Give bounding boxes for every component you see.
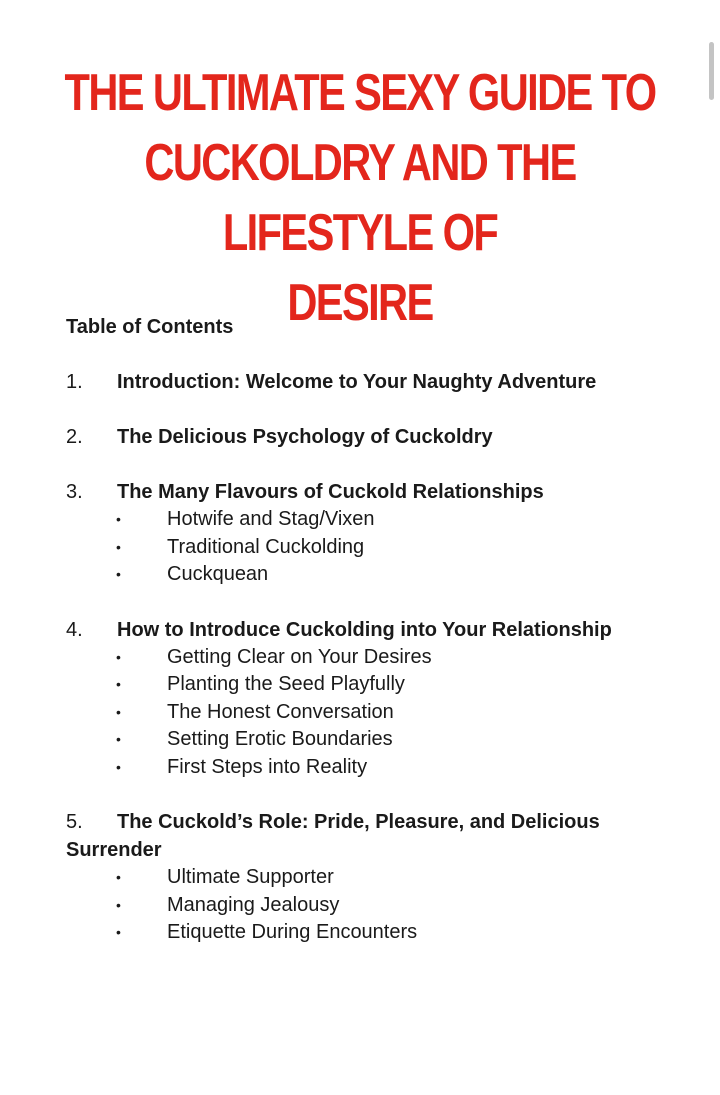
toc-subsection [66, 919, 666, 947]
toc-subsection-list [66, 644, 666, 782]
title-line: CUCKOLDRY AND THE LIFESTYLE OF [144, 134, 576, 262]
toc-subsection-text: Setting Erotic Boundaries [167, 728, 393, 750]
bullet-icon: • [116, 511, 121, 527]
toc-entry [66, 423, 666, 451]
toc-entry-number: 5. [66, 811, 83, 833]
toc-subsection [66, 534, 666, 562]
toc-subsection-list [66, 506, 666, 589]
document-title [40, 58, 680, 338]
toc-subsection-text: Getting Clear on Your Desires [167, 645, 432, 668]
toc-entry-number: 1. [66, 371, 83, 393]
bullet-icon: • [116, 758, 121, 775]
toc-entry-title [66, 616, 666, 644]
title-line: THE ULTIMATE SEXY GUIDE TO [64, 64, 656, 122]
toc-subsection-text: Hotwife and Stag/Vixen [167, 508, 375, 530]
toc-entry-number: 4. [66, 618, 83, 641]
toc-subsection-text: Cuckquean [167, 563, 269, 585]
toc-subsection-text: Ultimate Supporter [167, 866, 334, 888]
toc-entry-title [66, 368, 666, 396]
toc-entry-text: The Delicious Psychology of Cuckoldry [117, 426, 493, 448]
bullet-icon: • [116, 538, 121, 555]
toc-subsection-list [66, 864, 666, 947]
toc-subsection [66, 671, 666, 699]
bullet-icon: • [116, 676, 121, 692]
toc-entry [66, 478, 666, 589]
toc-subsection [66, 864, 666, 892]
toc-heading: Table of Contents [66, 316, 234, 338]
bullet-icon: • [116, 703, 121, 720]
bullet-icon: • [116, 566, 121, 582]
toc-subsection [66, 699, 666, 727]
bullet-icon: • [116, 731, 121, 747]
toc-subsection [66, 561, 666, 589]
scrollbar[interactable] [709, 42, 714, 100]
toc-entry-text: How to Introduce Cuckolding into Your Relationship [117, 618, 612, 641]
bullet-icon: • [116, 869, 121, 885]
toc-entry-text: Introduction: Welcome to Your Naughty Adventure [117, 371, 597, 393]
toc-subsection-text: Planting the Seed Playfully [167, 673, 405, 695]
bullet-icon: • [116, 924, 121, 940]
toc-entry [66, 808, 666, 947]
toc-subsection-text: The Honest Conversation [167, 700, 394, 723]
toc-subsection [66, 892, 666, 920]
toc-entry-title [66, 808, 666, 864]
toc-entry [66, 616, 666, 782]
toc-subsection-text: Managing Jealousy [167, 893, 340, 916]
toc-entry-text: The Cuckold’s Role: Pride, Pleasure, and Delicious Surrender [66, 811, 600, 861]
toc-subsection-text: Etiquette During Encounters [167, 921, 418, 943]
toc-subsection [66, 506, 666, 534]
toc-subsection [66, 644, 666, 672]
toc-entry-text: The Many Flavours of Cuckold Relationships [117, 481, 544, 503]
toc-subsection [66, 726, 666, 754]
title-line: DESIRE [287, 274, 433, 332]
toc-subsection-text: Traditional Cuckolding [167, 535, 365, 558]
toc-subsection-text: First Steps into Reality [167, 755, 368, 778]
bullet-icon: • [116, 896, 121, 913]
toc-entry-title [66, 423, 666, 451]
toc-subsection [66, 754, 666, 782]
table-of-contents [66, 368, 666, 974]
toc-entry-number: 2. [66, 426, 83, 448]
toc-entry [66, 368, 666, 396]
toc-entry-title [66, 478, 666, 506]
toc-entry-number: 3. [66, 481, 83, 503]
bullet-icon: • [116, 648, 121, 665]
